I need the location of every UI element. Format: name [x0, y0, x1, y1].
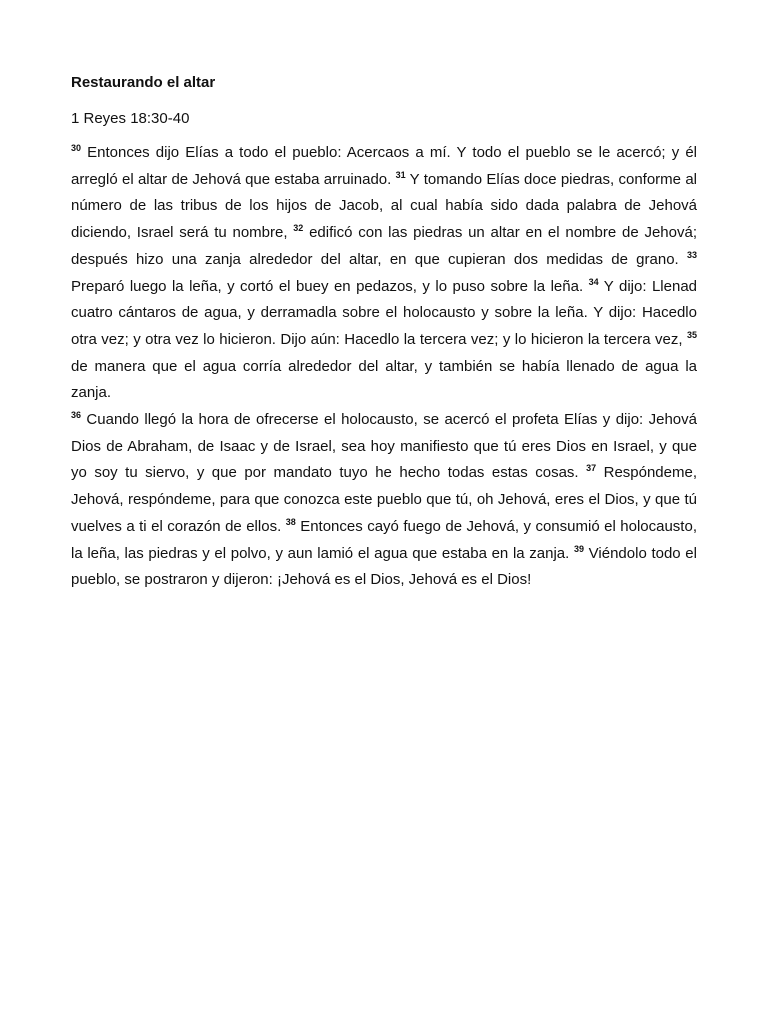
scripture-reference: 1 Reyes 18:30-40 — [71, 110, 190, 127]
document-title: Restaurando el altar — [71, 74, 216, 91]
verse-number: 39 — [573, 543, 584, 554]
verse-text: Entonces dijo Elías a todo el pueblo: Acercaos a mí. Y todo el pueblo se le acercó; y él arregló el altar de Jehová que estaba arruinado. — [71, 144, 697, 188]
verse-number: 33 — [686, 249, 697, 260]
verse-number: 38 — [285, 516, 296, 527]
verse-number: 37 — [586, 463, 597, 474]
document-page — [71, 70, 697, 594]
paragraph — [71, 140, 697, 407]
paragraph — [71, 407, 697, 594]
verse-number: 31 — [395, 169, 406, 180]
document-body — [71, 140, 697, 594]
verse-text: Entonces cayó fuego de Jehová, y consumió el holocausto, la leña, las piedras y el polvo, y aun lamió el agua que estaba en la zanja. — [71, 517, 697, 562]
verse-number: 34 — [588, 276, 599, 287]
verse-text: Y tomando Elías doce piedras, conforme al número de las tribus de los hijos de Jacob, al cual había sido dada palabra de Jehová diciendo, Israel será tu nombre, — [71, 170, 697, 242]
verse-number: 36 — [71, 410, 82, 421]
verse-text: Viéndolo todo el pueblo, se postraron y dijeron: ¡Jehová es el Dios, Jehová es el Dios! — [71, 544, 697, 589]
verse-text: de manera que el agua corría alrededor del altar, y también se había llenado de agua la zanja. — [71, 357, 697, 402]
verse-text: Cuando llegó la hora de ofrecerse el holocausto, se acercó el profeta Elías y dijo: Jehová Dios de Abraham, de Isaac y de Israel, sea hoy manifiesto que tú eres Dios en Israel, y que yo soy tu siervo, y que por mandato tuyo he hecho todas estas cosas. — [71, 411, 697, 482]
verse-text: Y dijo: Llenad cuatro cántaros de agua, y derramadla sobre el holocausto y sobre la leña. Y dijo: Hacedlo otra vez; y otra vez lo hicieron. Dijo aún: Hacedlo la tercera vez; y lo hicieron la tercera vez, — [71, 277, 697, 348]
verse-text: Respóndeme, Jehová, respóndeme, para que conozca este pueblo que tú, oh Jehová, eres el Dios, y que tú vuelves a ti el corazón de ellos. — [71, 464, 698, 535]
verse-text: Preparó luego la leña, y cortó el buey en pedazos, y lo puso sobre la leña. — [71, 277, 584, 295]
verse-number: 30 — [71, 143, 82, 153]
verse-number: 35 — [686, 329, 697, 340]
verse-number: 32 — [293, 223, 304, 234]
verse-text: edificó con las piedras un altar en el nombre de Jehová; después hizo una zanja alrededor del altar, en que cupieran dos medidas de grano. — [71, 224, 697, 268]
